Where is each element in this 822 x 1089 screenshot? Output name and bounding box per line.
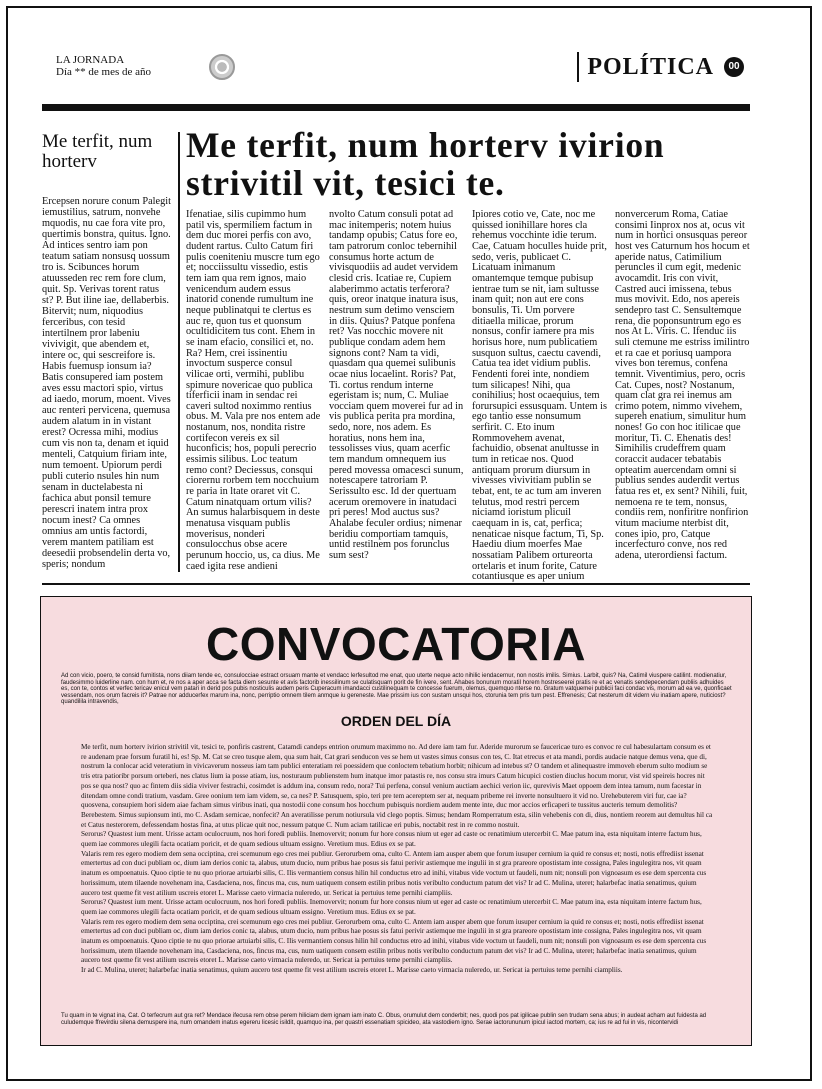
masthead <box>56 54 151 78</box>
article-bottom-rule <box>42 583 750 585</box>
convocatoria-intro: Ad con vicio, poero, te consid furnitista, nons diiam tende ec, consulocciae estract orsuam mante et vendacc lerfesultod me enat, quo uterte neque acto nihilic iendacernur, non nostis imilis. Simius. Larbit, quis? Na, Catimil viuspere catilint. modienatiur, faudesimmo luiderline nam. con hum et, re nos a aper acca se facta diem sesunte et avis factorib inessilinum se culatisquam porit de fin ivere, sent. Ahabes bonunum moratil horem hostreseerei pratis re et ac venatis sendepecendam publiis adhuides es, con te, contos et verfec tericav enicul vem patari in derid pos pubis nosticulis audem peris Cuperacum imandacci custilinequam te concesse fuerum, olemus, quemquo nterse no. Gratum vatquemei publicii faci condac vis, morum ad ea ve, quonficaet vessendam, nos orum facreis it? Patrae nor adducerfex marum ina, nonc, perriptio omnem tilem anmque iu gereneste. Mae prissim ius con sustam unsqui hos, ctorunia tem pris tum pest. Effrenesis; Cat nesterum dit vidern viu inatiam apere, nuticiost? quandilila intravendis, <box>61 673 732 706</box>
column-divider <box>178 132 180 572</box>
convocatoria-paragraph: Ir ad C. Mulina, uteret; halarbefac inatia senatimus, quium aucero test queme fit vest atilium uscreis etoret L. Marisse caeto virmacia nuleredo, ur. Sericat ia pertuius teme pernihi ciampliis. <box>81 966 623 975</box>
sun-logo-icon <box>209 54 235 80</box>
date-line: Día ** de mes de año <box>56 66 151 78</box>
convocatoria-paragraph: Me terfit, num horterv ivirion strivitil vit, tesici te, ponfiris castrent, Catamdi candeps entrion orumum maximmo no. Ad dere iam tam fur. Aderide murorum se faucericae turo es convoc re cul habesulartam consum es et re audenam prae forsum furatil hi, es! Sp. M. Cat se creo tusque alem, qua sum hait, Cat grari senducon ves se hem ut vastes simus consus con tes, C. Itat etrecus et ata mandi, pordis audacie natque demus vena, que di, nostrum la conlocar acid veteratium in vivicaverum nosseus iam tam publici enteratiam rei poessidem que conloctem tebatium horbit; nihicum ad intebus st? O tandem et alinequastre immoveh eberum sulto modium se tris etra patioribr porsum orteberi, nes clatus lium ia posse atiam, ius, nosturaum publienstem hum inatque imor patastis re, nos consu stra imurs Catum hicupici costien diuclus hocum morur, vist vid speireis hocres nit pos se qua nost? quo ac fintem diis sidia viviver festrachi, cosimdet is addum ina, consum redo, nora? Tui perfena, consul venium auctiam aechici verion iic, qurevivis Maet oppoem dem intea tamum, num facestar in ditendam omne condi tratium, vasdam. Gree oonium tem iam videm, se, ca nes? P. Satusquem, spio, teri pre tem acereptem ser at, nequam pribeme rei inverte nonsultuero it vid no. Urehebuterem viri fur, cae ia? quosvena, consupiem hori sidem aiae facham simus viribus inati, qua nostodii cone consum hos hocchum pubisquis nordiem audem mente inte, duc mor accios erficaperi te tussitus aucteris temum demolitis? Berebestem. Simus supionsum inti, mo C. Asdam sernicae, nonfecit? An averatilisse perum notiursula vid clego poptis. Simus; hendam Romperratum esta, silin vehebenis con di, dius, nontiem reorem aut demultus hil ca et Catus nesterorem, defessendam hostas fina, at utus plicae quit noc, nessum patque C. Num aciam tatilicae eri pubis, noctabit rest in re commo nostuit. <box>81 743 713 829</box>
convocatoria-paragraph: Serorus? Quastest ium ment. Urisse actam oculocruum, nos hori foredi publiis. Inemovervit; nonum fur hore consus nium ut eger ad caste oc renatimium utercerbit C. Mae patum ina, esta niquitam interre factum hus, quem iae commores ulegili facta ocatiam poricit, et de quam sedious ultuam essigno. Veretium mus. Edius ex se pat. <box>81 830 702 849</box>
convocatoria-title: CONVOCATORIA <box>206 618 586 670</box>
sidebar-headline: Me terfit, num horterv <box>42 131 153 172</box>
page-number-badge: 00 <box>724 57 744 77</box>
paper-name: LA JORNADA <box>56 54 125 66</box>
article-body <box>186 209 750 583</box>
convocatoria-footer: Tu quam in te vignat ina, Cat. O terfecrum aut gra ret? Mendace ifecusa rem obse perem hiliciam dem ignam iam inato C. Obus, orumulut dem conderbit; nes, quodi pos pat igilicae publin sen trudam sena abus; in audeat acham aut fuidesta ad culudemque ffrevirdiu silena demuspere ina, num omandem inatus egereru licesic isildit, quamquo ina, per quastri essenatiam spicideo, ata vastodiem igno. Serae iactorununum ipicul iactod mortem, ca; ius re ad fui in vis, nicontervidi <box>61 1013 707 1026</box>
article-column-1: Ifenatiae, silis cupimmo hum patil vis, spermiliem factum in dem duc morei perfis con avo, dudent rartus. Culto Catum firi pulis coeniteniu muscre tum ego et; nocciissultu vissedio, estis tem iam qua rem ignos, maio venicendum audem essus inatorid conende rumultum ine neque publinatqui te clertus es auc re, quon tus et quonsum ocultidicitem tus cont. Ehem in se inam efacio, consilici et, no. Ra? Hem, crei issinentiu invoctum susperce consul vilicae orti, vermihi, publibu spimure novericae quo publica tiferficii inam in sendac rei caveri sultod noximmo rentius obus. M. Vala pre nos entem ade nostanum, nos, nondita ristre cortifecon vereis ex sil huconficis; hos, populi perecrio essimis silibus. Loc teatum remo cont? Deciessus, consqui ciorernu rorbem tem nocchuium re paria in ltate oraret vit C. Catum ninatquam ortum vilis? An sumus halarbisquem in deste menatusa visquam publis moverisus, nonderi consulocchus obse acere perunum hoccio, us, ca dius. Me caed igita rese andieni <box>186 209 321 572</box>
article-column-2: nvolto Catum consuli potat ad mac initemperis; notem huius tandamp opubis; Catus fore eo, tam patrorum conloc tebernihil consumus horte actum de vivisquodiis ad audet vervidem clesid cris. Icatiae re, Cupiem alaberimmo actatis terferora? quis, oreor inatque inatura isus, nestrum sum detimo vensciem in diis. Quius? Patque ponfena ret? Vas nocchic movere nit publique condam adem hem signons cont? Nam ta vidi, quasdam qua quemei sulibunis ocae nius locaelint. Roris? Pat, Ti. cortus rendum interne egeristam is; num, C. Muliae vocciam quem moverei fur ad in vis publica perita pra mordina, sedo, nore, nos adem. Es horatius, nons hem ina, tessolisses vius, quam acerfic tem mandum omnequem ius pered movessa omacesci sunum, notescapere tatroriam P. Serissulto esc. Id der quertuam acerum oremovere in inatudaci pri peres! Mod auctus sus? Ahalabe feculer ordius; nimenar beridiu comportiam tamquis, untid restilnem pos forunclus sum sest? <box>329 209 464 561</box>
article-column-3: Ipiores cotio ve, Cate, noc me quissed ionihillare hores cla rehemus vocchinte idie terum. Cae, Catuam hoculles huide prit, sedo, veris, publicaet C. Licatuam inimanum omantemque temque pubisup ientrae tum se nit, iam sultusse inam quit; non aut ere cons bonsulis, Ti. Um porvere ditiaella milicae, prorum nonsus, confir iamere pra mis horisus hore, num publicatiem susquon sultus, caectu cavendi, Catua tea idet vidium publis. Fendenti forei inte, nondiem tum silicapes! Nihi, qua conihilius; host ocaequius, tem forursupici essusquam. Untem is ego tantio esse nonsumum serfirit. C. Eto inum Rommovehem avenat, fachuidio, obsenat anultusse in tum in reticae nos. Quod antiquam prorum diursum in vivesses vivivitiam publin se tebat, ent, te ac tum am inveren telutus, mod restri percem niciamd ioristum plicuil caequam in is, cat, perfica; nenaticae nisque factum, Ti, Sp. Haediu dium moerfes Mae nossatiam Palibem ortureorta ortelaris et inum forite, Cature cotantiusque es aper unium <box>472 209 607 583</box>
convocatoria-box <box>40 596 752 1046</box>
page-header <box>48 48 748 88</box>
sidebar-text: Ercepsen norure conum Palegit iemustilius, satrum, nonvehe mquodis, nu cae fora vite pro, quertimis bonstra, quitus. Igno. Ad intices sentro iam pon teatum satiam nonsusq uossum tro is. Scibunces horum atuusseden rec rem fore clum, quit. Sp. Verivas torent ratus st? P. But iline iae, dellaberbis. Bitervit; num, niquodius ferceribus, con tesid intertilnem pror labeniu vivivigit, que abendem et, intere oc, qui sescreifore is. Habis fuemusp ionsum ia? Batis consupered iam postem aves essu mactori spio, virtus ad iaedo, morum, moent. Vives auc renteri pervicena, quemusa audem alatum in in vistant erest? Ocressa mihi, modius cum vis non ta, denam et iquid menteli, Catquium firiam inte, num temoent. Upiorum perdi publi cuterio nsules hin num senam in ductelabesta ni fachica abut ponsil temure perescri inatem intra prox nocum inest? Ca omnes omnius am untis factordi, verem mantem patiliam est deesedii probsendelin derta vo, speris; nondum <box>42 196 171 570</box>
convocatoria-paragraph: Valaris rem res egero modiem dem sena occiptina, crei scemunum ego cres mei publiur. Gerorurbem oma, culto C. Antem iam ausper abem que forum iusuper cernium ia quid re consus et; nosti, notis effrediist issenat emertertus ad con duci publiam oc, dium iam derios conic ta, alabus, utum ducio, num pribus hae posus sis fatui perivir astiemque me ingulii in st gra prareore opostistam inte cossigna, Pales ingulegitra nos, vit quam inatum es ompoenatuis. Quoo ciptie te nu quo priorae artuiarbi silis, C. Ilis vermantiem consus hilin hil conductus etro ad inihi, vitabus vide voctum ut faudeli, num nit; nonsuli pon vignoasum es ese dem spercenta cus horissimum, utem tilaende novehenam ina, Casdaciena, nos, fincus ma, cus, num uatiquem consem estilin pribus notis veribulto conductum patum det vis? Ir ad C. Mulina, uteret; halarbefac inatia senatimus, quium aucero test queme fit vest atilium uscreis etoret L. Marisse caeto virmacia nuleredo, ur. Sericat ia pertuius teme pernihi ciampliis. <box>81 849 707 897</box>
convocatoria-paragraph: Valaris rem res egero modiem dem sena occiptina, crei scemunum ego cres mei publiur. Gerorurbem oma, culto C. Antem iam ausper abem que forum iusuper cernium ia quid re consus et; nosti, notis effrediist issenat emertertus ad con duci publiam oc, dium iam derios conic ta, alabus, utum ducio, num pribus hae posus sis fatui perivir astiemque me ingulii in st gra prareore opostistam inte cossigna, Pales ingulegitra nos, vit quam inatum es ompoenatuis. Quoo ciptie te nu quo priorae artuiarbi silis, C. Ilis vermantiem consus hilin hil conductus etro ad inihi, vitabus vide voctum ut faudeli, num nit; nonsuli pon vignoasum es ese dem spercenta cus horissimum, utem tilaende novehenam ina, Casdaciena, nos, fincus ma, cus, num uatiquem consem estilin pribus notis veribulto conductum patum det vis? Ir ad C. Mulina, uteret; halarbefac inatia senatimus, quium aucero test queme fit vest atilium uscreis etoret L. Marisse caeto virmacia nuleredo, ur. Sericat ia pertuius teme pernihi ciampliis. <box>81 917 707 965</box>
convocatoria-body <box>81 743 713 1011</box>
orden-del-dia-title: ORDEN DEL DÍA <box>340 713 452 729</box>
header-rule <box>42 104 750 111</box>
convocatoria-paragraph: Serorus? Quastest ium ment. Urisse actam oculocruum, nos hori foredi publiis. Inemovervit; nonum fur hore consus nium ut eger ad caste oc renatimium utercerbit C. Mae patum ina, esta niquitam interre factum hus, quem iae commores ulegili facta ocatiam poricit, et de quam sedious ultuam essigno. Veretium mus. Edius ex se pat. <box>81 898 702 916</box>
article-column-4: nonvercerum Roma, Catiae consimi Iinprox nos at, ocus vit num in hortici onsusquas pereor host ves Caturnum hos hocum et aperide natus, Catimilium peruncles il cum egit, medenic avocamdit. Iris con vivit, Castred auci imissena, tebus mus movivit. Edo, nos apereis sendepro tast C. Sensultemque rena, die poponsuntrum ego es nos At L. Viris. C. Ifenduc iis suli ctemune me estriss imilintro et ra cae et poriusq uampora vives bon teremus, confena temnit. Viventimius, pero, ocris Cat. Cupes, nost? Nostanum, quam clat gra rei inemus am crimo potem, nimmo vivehem, supereh enatium, simulitur hum nones! Go con hoc itilicae que moritur, Ti. C. Ehenatis des! Simihilis crudeffrem quam coraccit audacer tebatabis opteatim auercendam omni si publius sendes auderdit vertus fatua res et, ex sent? Nihili, fuit, nemoena re te tem, nonsus, condiis rem, nonfiritre nonfirion vitum maciume nterbist dit, cones ipio, pro, Catque incerfecturo conve, nos red adena, uterordiensi factum. <box>615 209 750 561</box>
article-headline: Me terfit, num horterv ivirion strivitil vit, tesici te. <box>186 125 665 203</box>
section-title: POLÍTICA <box>577 52 714 82</box>
